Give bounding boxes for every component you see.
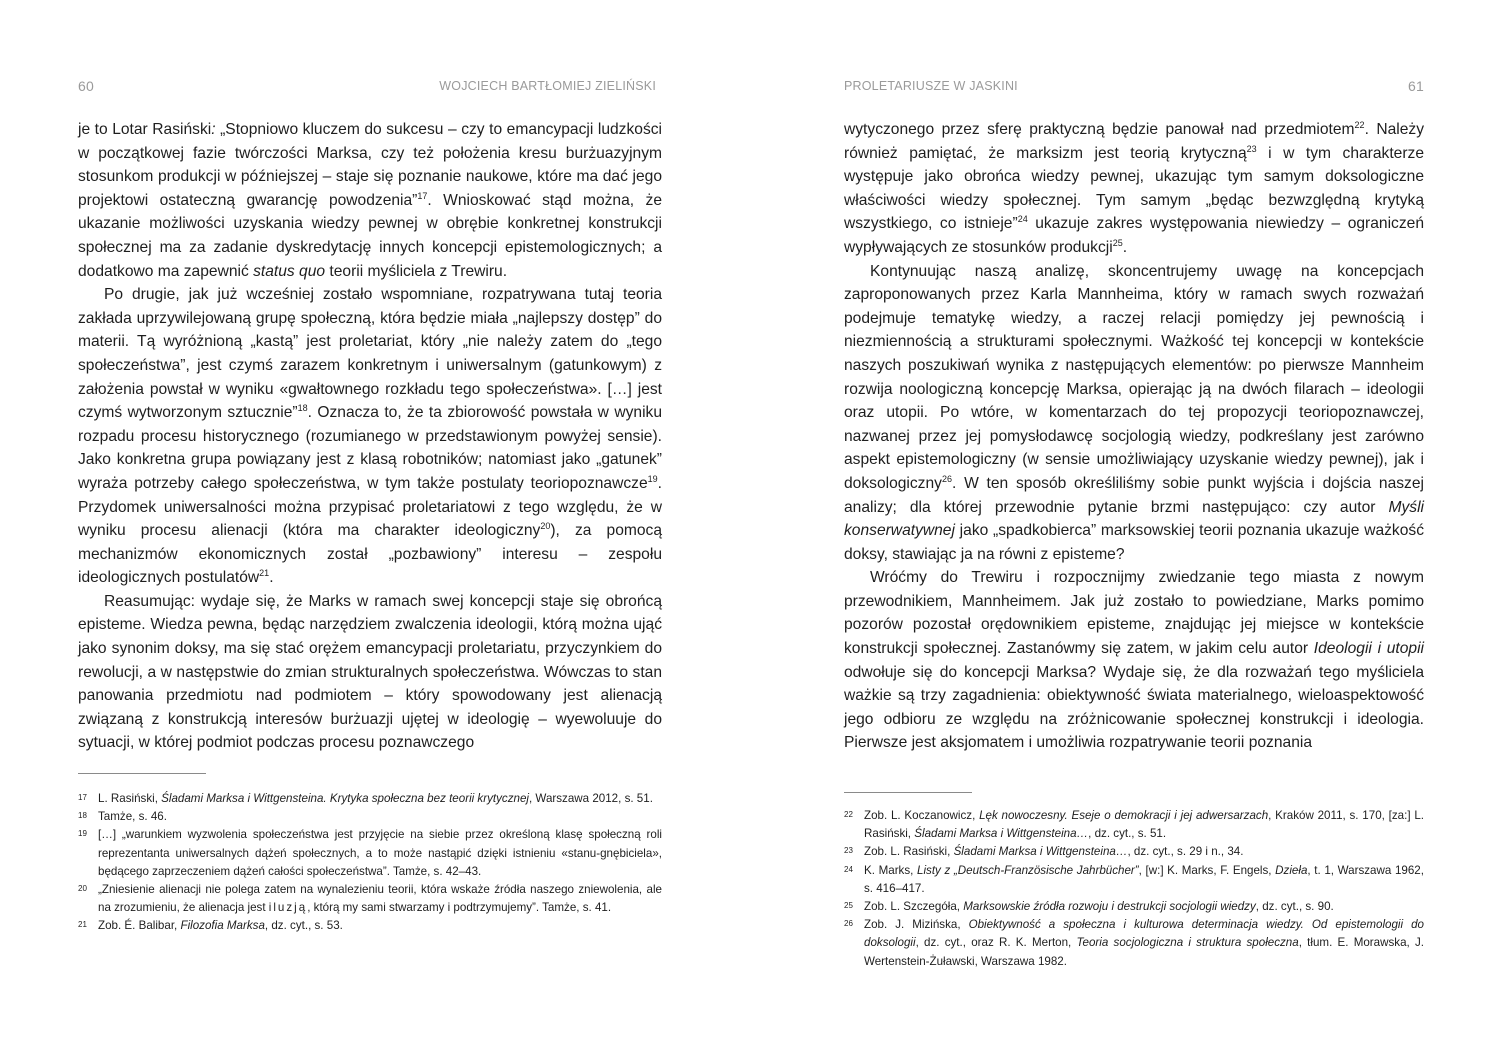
text-run: je to Lotar Rasiński xyxy=(78,121,212,138)
text-run: Po drugie, jak już wcześniej zostało wspomniane, rozpatrywana tutaj teoria zakłada uprzywilejowaną grupę społeczną, która będzie miała „najlepszy dostęp” do materii. Tą wyróżnioną „kastą” jest proletariat, który „nie należy zatem do „tego społeczeństwa”, jest czymś zarazem konkretnym i uniwersalnym (gatunkowym) z założenia powstał w wyniku «gwałtownego rozkładu tego społeczeństwa». […] jest czymś wytworzonym sztucznie” xyxy=(78,286,662,422)
italic-text: : xyxy=(211,121,216,138)
left-paragraph-2 xyxy=(78,283,662,590)
right-running-title: PROLETARIUSZE W JASKINI xyxy=(844,79,1018,93)
footnote-number: 24 xyxy=(844,864,853,874)
footnote-number: 22 xyxy=(844,810,853,819)
footnote-number: 25 xyxy=(844,901,853,911)
footnote-ref: 17 xyxy=(417,190,428,201)
footnote-21 xyxy=(78,917,662,935)
text-run: . W ten sposób określiliśmy sobie punkt wyjścia i dojścia naszej analizy; dla której przewodnie pytanie brzmi następująco: czy autor xyxy=(844,474,1424,516)
text-run: Zob. É. Balibar, xyxy=(98,919,181,933)
right-page-number: 61 xyxy=(1408,78,1424,94)
left-page-number: 60 xyxy=(78,78,94,94)
left-paragraph-1 xyxy=(78,118,662,283)
italic-text: Lęk nowoczesny. Eseje o demokracji i jej adwersarzach xyxy=(979,809,1269,822)
text-run: , tłum. E. Morawska, J. Wertenstein-Żuławski, Warszawa 1982. xyxy=(864,936,1424,968)
text-run: , dz. cyt., s. 90. xyxy=(1255,900,1334,914)
footnote-text xyxy=(98,883,662,914)
right-paragraph-1 xyxy=(844,118,1424,260)
italic-text: Śladami Marksa i Wittgensteina… xyxy=(953,845,1128,859)
text-run: Zob. L. Szczegóła, xyxy=(864,900,964,914)
text-run: L. Rasiński, xyxy=(98,792,162,805)
italic-text: Obiektywność a społeczna i kulturowa determinacja wiedzy. Od epistemologii do doksologii xyxy=(864,918,1424,950)
footnote-number: 20 xyxy=(78,884,87,894)
footnote-20 xyxy=(78,881,662,917)
left-footnotes xyxy=(78,790,662,936)
footnote-text xyxy=(864,900,1334,913)
footnote-text xyxy=(864,809,1424,840)
footnote-ref: 25 xyxy=(1112,237,1123,248)
footnote-ref: 22 xyxy=(1354,119,1365,130)
text-run: . Należy również pamiętać, że marksizm jest teorią krytyczną xyxy=(844,121,1424,162)
text-run: Zob. L. Rasiński, xyxy=(864,845,954,859)
footnote-ref: 20 xyxy=(540,520,551,531)
footnote-25 xyxy=(844,898,1424,916)
footnote-number: 26 xyxy=(844,919,853,929)
footnote-ref: 21 xyxy=(259,568,270,579)
left-running-title: WOJCIECH BARTŁOMIEJ ZIELIŃSKI xyxy=(439,79,656,93)
footnote-number: 19 xyxy=(78,829,87,839)
footnote-24 xyxy=(844,862,1424,898)
footnote-ref: 23 xyxy=(1246,143,1257,154)
italic-text: Teoria socjologiczna i struktura społeczna xyxy=(1076,936,1299,950)
footnote-ref: 18 xyxy=(297,402,308,413)
italic-text: Listy z „Deutsch-Französische Jahrbücher” xyxy=(917,863,1139,877)
text-run: . xyxy=(269,569,274,587)
italic-text: Śladami Marksa i Wittgensteina… xyxy=(914,827,1089,841)
text-run: , dz. cyt., oraz R. K. Merton, xyxy=(915,936,1077,950)
right-paragraph-2 xyxy=(844,260,1424,567)
italic-text: Ideologii i utopii xyxy=(1313,640,1425,658)
italic-text: Filozofia Marksa xyxy=(180,919,265,933)
text-run: „Stopniowo kluczem do sukcesu – czy to emancypacji ludzkości w początkowej fazie twórczości Marksa, czy też położenia kresu burżuazyjnym stosunkom produkcji w późniejszej – staje się poznanie naukowe, które ma dać jego projektowi ostateczną gwarancję powodzenia” xyxy=(78,121,662,209)
text-run: ukazuje zakres występowania niewiedzy – ograniczeń wypływających ze stosunków produkcji xyxy=(844,215,1424,256)
footnote-17 xyxy=(78,790,662,808)
italic-text: Marksowskie źródła rozwoju i destrukcji socjologii wiedzy xyxy=(963,900,1256,914)
italic-text: Dzieła xyxy=(1275,863,1308,877)
text-run: jako „spadkobierca” marksowskiej teorii poznania ukazuje ważkość doksy, stawiając ja na równi z episteme? xyxy=(844,522,1424,563)
footnote-text xyxy=(98,792,653,805)
text-run: i w tym charakterze występuje jako obrońca wiedzy pewnej, ukazując tym samym doksologiczne właściwości wiedzy społecznej. Tym samym „będąc bezwzględną krytyką wszystkiego, co istnieje” xyxy=(844,144,1424,233)
left-running-head xyxy=(78,79,662,97)
right-page xyxy=(844,0,1424,1060)
footnote-23 xyxy=(844,843,1424,861)
text-run: , dz. cyt., s. 29 i n., 34. xyxy=(1127,845,1244,859)
footnote-text xyxy=(98,828,662,877)
text-run: wytyczonego przez sferę praktyczną będzie panował nad przedmiotem xyxy=(844,121,1355,138)
footnote-18 xyxy=(78,808,662,826)
text-run: , dz. cyt., s. 53. xyxy=(264,919,343,933)
left-page xyxy=(78,0,662,1060)
footnote-19 xyxy=(78,826,662,881)
footnote-ref: 19 xyxy=(647,473,658,484)
footnote-text xyxy=(98,810,167,823)
text-run: Reasumując: wydaje się, że Marks w ramach swej koncepcji staje się obrońcą episteme. Wiedza pewna, będąc narzędziem zwalczenia ideologii, którą można ująć jako synonim doksy, ma się stać orężem emancypacji proletariatu, przyczynkiem do rewolucji, a w następstwie do zmian strukturalnych społeczeństwa. Wówczas to stan panowania przedmiotu nad podmiotem – który spowodowany jest alienacją związaną z konstrukcją interesów burżuazji ujętej w ideologię – wyewoluuje do sytuacji, w której podmiot podczas procesu poznawczego xyxy=(78,592,662,752)
left-paragraph-3 xyxy=(78,590,662,755)
text-run: Tamże, s. 46. xyxy=(98,810,167,824)
footnote-number: 21 xyxy=(78,920,87,930)
footnote-text xyxy=(864,845,1243,858)
text-run: . Wnioskować stąd można, że ukazanie możliwości uzyskania wiedzy pewnej w obrębie konkretnej konstrukcji społecznej ma za zadanie dyskredytację innych koncepcji epistemologicznych; a dodatkowo ma zapewnić xyxy=(78,191,662,280)
text-run: Zob. J. Mizińska, xyxy=(864,918,969,932)
right-paragraph-3 xyxy=(844,566,1424,755)
text-run: Zob. L. Koczanowicz, xyxy=(864,809,980,822)
right-footnotes xyxy=(844,807,1424,971)
text-run: , którą my sami stwarzamy i podtrzymujemy”. Tamże, s. 41. xyxy=(307,901,612,915)
footnote-ref: 26 xyxy=(941,473,952,484)
text-run: […] „warunkiem wyzwolenia społeczeństwa jest przyjęcie na siebie przez określoną klasę społeczną roli reprezentanta uniwersalnych dążeń społecznych, a to może nastąpić dzięki istnieniu «stanu-gnębiciela», będącego zaprzeczeniem dążeń całości społeczeństwa”. Tamże, s. 42–43. xyxy=(98,828,662,878)
footnote-ref: 24 xyxy=(1017,214,1028,225)
italic-text: Śladami Marksa i Wittgensteina. Krytyka społeczna bez teorii krytycznej xyxy=(161,792,529,805)
text-run: , [w:] K. Marks, F. Engels, xyxy=(1138,863,1276,877)
right-running-head xyxy=(844,79,1424,97)
text-run: . Oznacza to, że ta zbiorowość powstała w wyniku rozpadu procesu historycznego (rozumianego w przedstawionym powyżej sensie). Jako konkretna grupa powiązany jest z klasą robotników; natomiast jako „gatunek” wyraża potrzeby całego społeczeństwa, w tym także postulaty teoriopoznawcze xyxy=(78,404,663,492)
right-body-text xyxy=(844,118,1424,755)
text-run: . xyxy=(1122,238,1128,256)
left-body-text xyxy=(78,118,662,755)
footnote-number: 18 xyxy=(78,811,87,821)
italic-text: Myśli konserwatywnej xyxy=(844,498,1424,540)
footnote-text xyxy=(98,919,343,932)
footnote-number: 23 xyxy=(844,846,853,856)
footnote-26 xyxy=(844,916,1424,971)
footnote-text xyxy=(864,918,1424,967)
text-run: odwołuje się do koncepcji Marksa? Wydaje się, że dla rozważań tego myśliciela ważkie są trzy zagadnienia: obiektywność świata materialnego, wieloaspektowość jego odbioru ze względu na zróżnicowanie społecznej konstrukcji i ideologia. Pierwsze jest aksjomatem i umożliwia rozpatrywanie teorii poznania xyxy=(844,663,1424,752)
text-run: ), za pomocą mechanizmów ekonomicznych został „pozbawiony” interesu – zespołu ideologicznych postulatów xyxy=(78,522,662,587)
left-footnote-rule xyxy=(78,773,206,774)
text-run: , Warszawa 2012, s. 51. xyxy=(528,792,653,805)
text-run: , t. 1, Warszawa 1962, s. 416–417. xyxy=(864,863,1424,895)
right-footnote-rule xyxy=(844,792,972,793)
footnote-22 xyxy=(844,807,1424,843)
footnote-number: 17 xyxy=(78,793,87,802)
text-run: iluzją xyxy=(268,901,308,915)
text-run: teorii myśliciela z Trewiru. xyxy=(325,262,508,280)
text-run: . Przydomek uniwersalności można przypisać proletariatowi z tego względu, że w wyniku procesu alienacji (która ma charakter ideologiczny xyxy=(78,474,662,540)
footnote-text xyxy=(864,864,1424,895)
text-run: „Zniesienie alienacji nie polega zatem na wynalezieniu teorii, która wskaże źródła naszego zniewolenia, ale na zrozumieniu, że alienacja jest xyxy=(98,883,662,915)
text-run: K. Marks, xyxy=(864,863,918,877)
italic-text: status quo xyxy=(253,262,326,280)
text-run: Kontynuując naszą analizę, skoncentrujemy uwagę na koncepcjach zaproponowanych przez Karla Mannheima, który w ramach swych rozważań podejmuje tematykę wiedzy, a raczej relacji pomiędzy jej pewnością i niezmiennością a strukturami społecznymi. Ważkość tej koncepcji w kontekście naszych poszukiwań wynika z następujących elementów: po pierwsze Mannheim rozwija noologiczną koncepcję Marksa, opierając ją na dwóch filarach – ideologii oraz utopii. Po wtóre, w komentarzach do tej propozycji teoriopoznawczej, nazwanej przez jej pomysłodawcę socjologią wiedzy, podkreślany jest zarówno aspekt epistemologiczny (w sensie umożliwiający uzyskanie wiedzy pewnej), jak i doksologiczny xyxy=(844,262,1424,492)
text-run: , Kraków 2011, s. 170, [za:] L. Rasiński, xyxy=(864,809,1424,841)
text-run: Wróćmy do Trewiru i rozpocznijmy zwiedzanie tego miasta z nowym przewodnikiem, Mannheimem. Jak już zostało to powiedziane, Marks pomimo pozorów pozostał orędownikiem episteme, znajdując jej miejsce w kontekście konstrukcji społecznej. Zastanówmy się zatem, w jakim celu autor xyxy=(844,569,1424,658)
text-run: , dz. cyt., s. 51. xyxy=(1088,827,1167,841)
